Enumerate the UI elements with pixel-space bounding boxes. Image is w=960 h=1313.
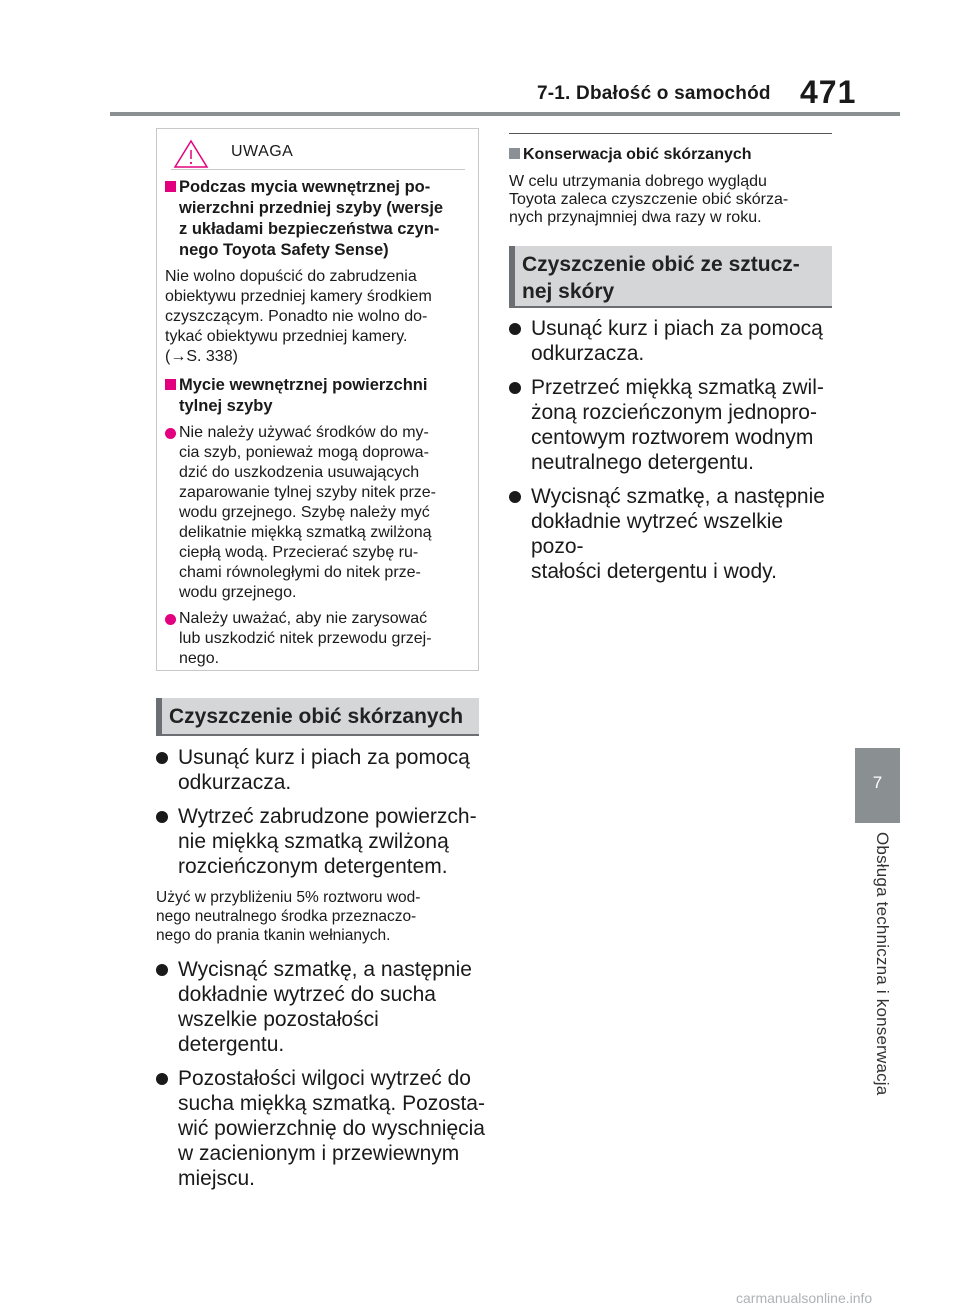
watermark: carmanualsonline.info (736, 1290, 873, 1306)
square-bullet-icon (165, 379, 176, 390)
list-item (165, 423, 473, 603)
leather-list (156, 745, 486, 1200)
header-title: 7-1. Dbałość o samochód (537, 83, 771, 104)
caution-section1-title: Podczas mycia wewnętrznej po- wierzchni przedniej szyby (wersje z układami bezpieczeństwa czyn- nego Toyota Safety Sense) (179, 178, 444, 259)
section-bar-accent (156, 698, 162, 734)
square-bullet-icon (509, 148, 520, 159)
list-item-text: Wycisnąć szmatkę, a następnie dokładnie wytrzeć do sucha wszelkie pozostałości detergentu. (178, 958, 472, 1056)
maintenance-text: W celu utrzymania dobrego wyglądu Toyota zaleca czyszczenie obić skórza- nych przynajmniej dwa razy w roku. (509, 173, 789, 226)
bullet-dot-icon (156, 964, 168, 976)
caution-body (165, 173, 473, 669)
list-item-text: Pozostałości wilgoci wytrzeć do sucha miękką szmatką. Pozosta- wić powierzchnię do wyschnięcia w zacienionym i przewiewnym miejscu. (178, 1067, 485, 1190)
list-item (156, 1066, 486, 1191)
bullet-dot-icon (165, 428, 176, 439)
square-bullet-icon (165, 181, 176, 192)
page-number: 471 (800, 74, 857, 110)
caution-section-title (165, 177, 473, 261)
bullet-dot-icon (509, 323, 521, 335)
list-item-text: Wycisnąć szmatkę, a następnie dokładnie wytrzeć wszelkie pozo- stałości detergentu i wody. (531, 485, 825, 583)
list-item (156, 957, 486, 1057)
caution-box (156, 128, 479, 671)
list-item (509, 375, 839, 475)
list-item-text: Usunąć kurz i piach za pomocą odkurzacza. (178, 746, 470, 794)
caution-bullet-text: Nie należy używać środków do my- cia szyb, ponieważ mogą doprowa- dzić do uszkodzenia usuwających zaparowanie tylnej szyby nitek prze- wodu grzejnego. Szybę należy myć delikatnie miękką szmatką zwilżoną ciepłą wodą. Przecierać szybę ru- chami równoległymi do nitek prze- wodu grzejnego. (179, 424, 437, 601)
warning-triangle-icon (173, 139, 209, 169)
header-rule (110, 112, 900, 116)
leather-note: Użyć w przybliżeniu 5% roztworu wod- nego neutralnego środka przeznaczo- nego do prania tkanin wełnianych. (156, 889, 421, 944)
list-item (165, 609, 473, 669)
side-tab-text: Obsługa techniczna i konserwacja (873, 832, 892, 1096)
caution-bullet-text: Należy uważać, aby nie zarysować lub uszkodzić nitek przewodu grzej- nego. (179, 610, 432, 667)
list-item-text: Usunąć kurz i piach za pomocą odkurzacza. (531, 317, 823, 365)
synthetic-title-text: Czyszczenie obić ze sztucz- nej skóry (522, 253, 800, 303)
caution-section-title (165, 375, 473, 417)
caution-section1-text: Nie wolno dopuścić do zabrudzenia obiektywu przedniej kamery środkiem czyszczącym. Ponadto nie wolno do- tykać obiektywu przedniej kamery. (→S. 338) (165, 268, 432, 365)
leather-title-text: Czyszczenie obić skórzanych (169, 705, 464, 728)
bullet-dot-icon (165, 614, 176, 625)
bullet-dot-icon (509, 382, 521, 394)
list-item (156, 804, 486, 879)
bullet-dot-icon (156, 811, 168, 823)
list-item-text: Wytrzeć zabrudzone powierzch- nie miękką szmatką zwilżoną rozcieńczonym detergentem. (178, 805, 477, 878)
list-item (156, 745, 486, 795)
bullet-dot-icon (156, 752, 168, 764)
section-bar-accent (509, 246, 515, 306)
caution-label: UWAGA (231, 143, 294, 160)
caution-section2-title: Mycie wewnętrznej powierzchni tylnej szyby (179, 376, 428, 415)
synthetic-list (509, 316, 839, 593)
list-item (509, 484, 839, 584)
section-divider (509, 133, 832, 134)
bullet-dot-icon (509, 491, 521, 503)
leather-section-title (156, 698, 479, 736)
list-item (509, 316, 839, 366)
synthetic-section-title (509, 246, 832, 308)
caution-header (171, 139, 465, 170)
side-tab-number: 7 (855, 748, 900, 823)
maintenance-heading (509, 144, 832, 165)
list-item-text: Przetrzeć miękką szmatką zwil- żoną rozcieńczonym jednopro- centowym roztworem wodnym neutralnego detergentu. (531, 376, 824, 474)
maintenance-title: Konserwacja obić skórzanych (523, 146, 752, 163)
bullet-dot-icon (156, 1073, 168, 1085)
maintenance-block (509, 140, 832, 227)
